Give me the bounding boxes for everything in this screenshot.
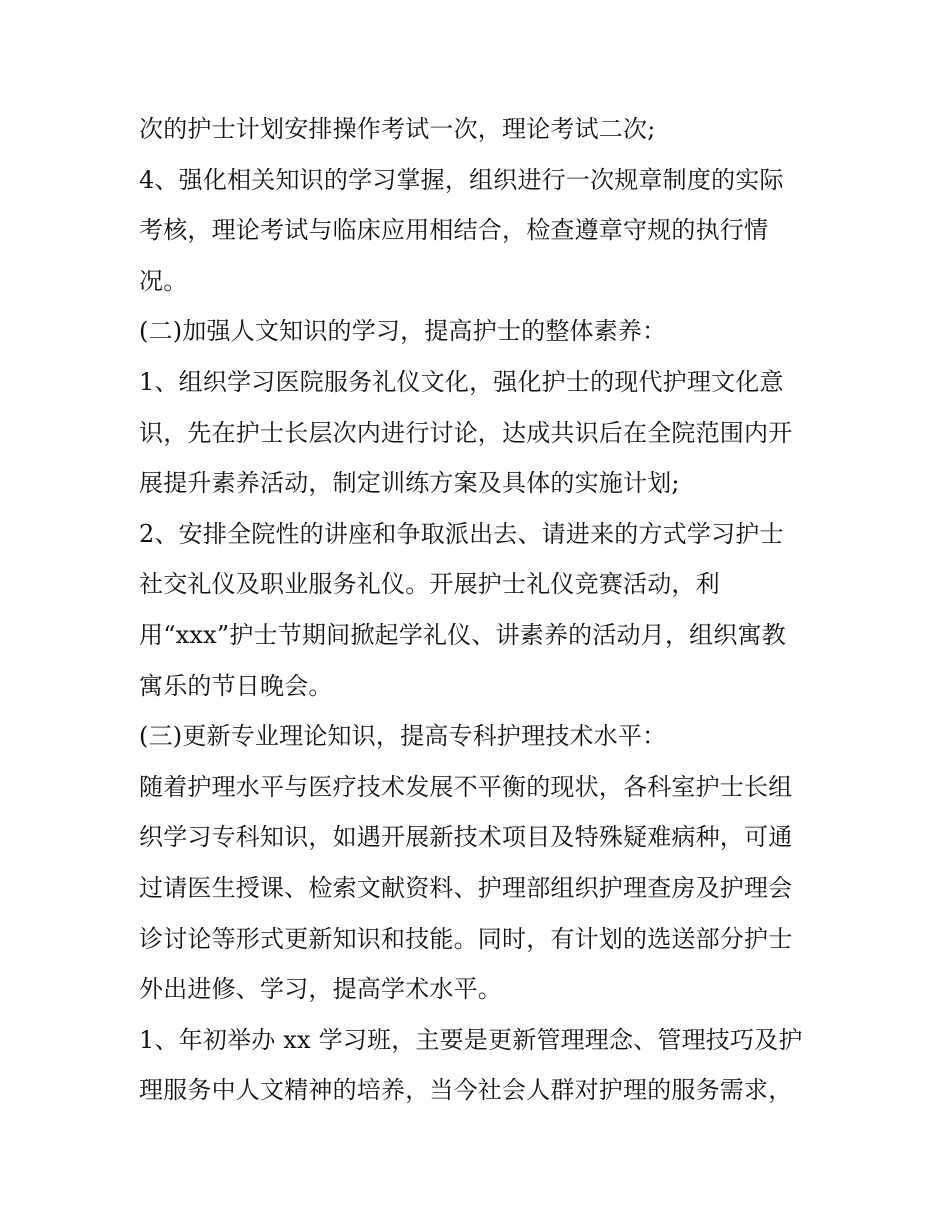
text-line: 展提升素养活动，制定训练方案及具体的实施计划; [139, 469, 680, 498]
text-line: 次的护士计划安排操作考试一次，理论考试二次; [139, 115, 656, 143]
document-body [139, 104, 819, 1116]
text-line: 外出进修、学习，提高学术水平。 [139, 975, 502, 1004]
text-line: 理服务中人文精神的培养，当今社会人群对护理的服务需求， [139, 1076, 793, 1105]
text-line: 社交礼仪及职业服务礼仪。开展护士礼仪竞赛活动，利 [139, 570, 720, 599]
text-line: 随着护理水平与医疗技术发展不平衡的现状，各科室护士长组 [139, 772, 793, 801]
text-line: 考核，理论考试与临床应用相结合，检查遵章守规的执行情 [139, 216, 769, 245]
text-line: 况。 [139, 266, 188, 295]
text-line: 1、年初举办 xx 学习班，主要是更新管理理念、管理技巧及护 [139, 1025, 803, 1054]
text-line: 用“xxx”护士节期间掀起学礼仪、讲素养的活动月，组织寓教 [139, 620, 786, 649]
text-line: 过请医生授课、检索文献资料、护理部组织护理查房及护理会 [139, 873, 793, 902]
section-heading: (三)更新专业理论知识，提高专科护理技术水平： [139, 722, 667, 751]
text-line: 1、组织学习医院服务礼仪文化，强化护士的现代护理文化意 [139, 367, 784, 396]
text-line: 4、强化相关知识的学习掌握，组织进行一次规章制度的实际 [139, 165, 784, 194]
text-line: 2、安排全院性的讲座和争取派出去、请进来的方式学习护士 [139, 519, 784, 548]
text-line: 识，先在护士长层次内进行讨论，达成共识后在全院范围内开 [139, 418, 793, 447]
text-line: 诊讨论等形式更新知识和技能。同时，有计划的选送部分护士 [139, 924, 793, 953]
section-heading: (二)加强人文知识的学习，提高护士的整体素养： [139, 317, 667, 346]
text-line: 寓乐的节日晚会。 [139, 671, 333, 700]
text-line: 织学习专科知识，如遇开展新技术项目及特殊疑难病种，可通 [139, 823, 793, 852]
